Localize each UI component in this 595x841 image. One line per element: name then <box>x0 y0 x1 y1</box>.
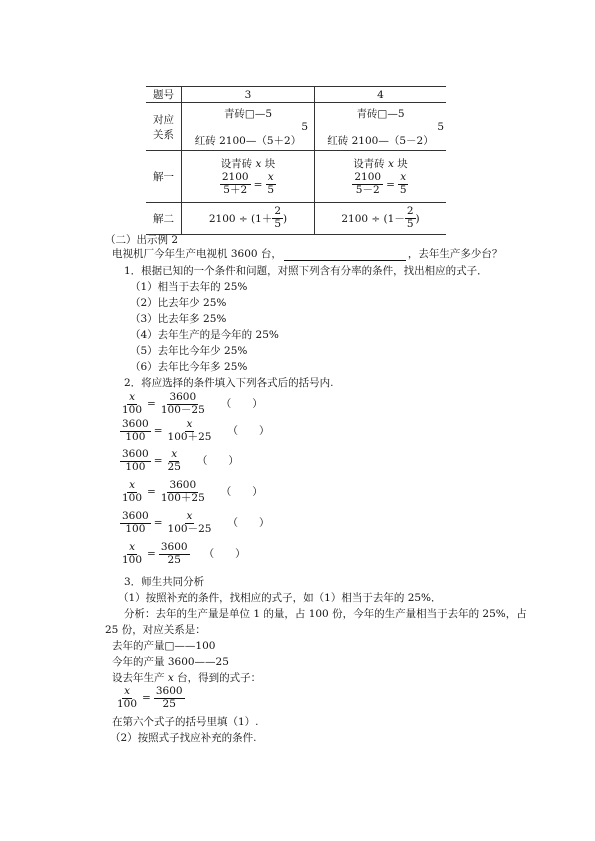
answer-parentheses[interactable]: （ ） <box>203 547 246 560</box>
final-equation: $\frac{x}{100}$ = $\frac{3600}{25}$ <box>117 685 183 710</box>
item1-option: （5）去年比今年少 25% <box>130 345 248 357</box>
item1-option: （6）去年比今年多 25% <box>130 361 248 373</box>
solution1-col2: 设青砖 x 块 $\frac{2100}{5-2}$ = $\frac{x}{5}$ <box>315 151 447 203</box>
answer-parentheses[interactable]: （ ） <box>227 424 270 437</box>
problem-statement: 电视机厂今年生产电视机 3600 台， ，去年生产多少台？ <box>112 248 503 260</box>
table-header-col1: 3 <box>182 87 315 103</box>
setup-line: 设去年生产 x 台，得到的式子： <box>112 672 262 684</box>
equation: $\frac{x}{100}$ = $\frac{3600}{25}$ （ ） <box>122 541 246 566</box>
solution2-label: 解二 <box>146 203 182 235</box>
analysis-text: 分析：去年的生产量是单位 1 的量，占 100 份，今年的生产量相当于去年的 25%，占 <box>124 608 527 620</box>
analysis-text: 25 份，对应关系是： <box>105 624 206 636</box>
solution1-label: 解一 <box>146 151 182 203</box>
item1-option: （2）比去年少 25% <box>130 297 227 309</box>
solution2-col2: 2100 ÷ (1－ $\frac{2}{5}$ ) <box>315 203 447 235</box>
item3-title: 3．师生共同分析 <box>124 576 205 588</box>
table-header-label: 题号 <box>146 87 182 103</box>
answer-parentheses[interactable]: （ ） <box>196 454 239 467</box>
equation: $\frac{3600}{100}$ = $\frac{x}{25}$ （ ） <box>122 448 239 473</box>
answer-parentheses[interactable]: （ ） <box>220 397 263 410</box>
table-header-row <box>146 87 446 103</box>
table-header-col2: 4 <box>315 87 447 103</box>
relation-line: 去年的产量□——100 <box>112 640 216 652</box>
item1-title: 1．根据已知的一个条件和问题，对照下列含有分率的条件，找出相应的式子． <box>124 265 488 277</box>
item3-paragraph: （2）按照式子找应补充的条件. <box>110 732 257 744</box>
equation: $\frac{x}{100}$ = $\frac{3600}{100-25}$ （ ） <box>122 391 263 416</box>
solution2-col1: 2100 ÷ (1＋ $\frac{2}{5}$ ) <box>182 203 315 235</box>
equation: $\frac{3600}{100}$ = $\frac{x}{100+25}$ （ ） <box>122 418 270 443</box>
item1-option: （1）相当于去年的 25% <box>130 281 248 293</box>
fill-instruction: 在第六个式子的括号里填（1）. <box>112 716 259 728</box>
section-title: （二）出示例 2 <box>105 234 179 246</box>
item1-option: （4）去年生产的是今年的 25% <box>130 329 279 341</box>
answer-parentheses[interactable]: （ ） <box>227 516 270 529</box>
equation: $\frac{3600}{100}$ = $\frac{x}{100-25}$ （ ） <box>122 510 270 535</box>
relation-col1: 青砖□—5 5 红砖 2100—（5＋2） <box>182 103 315 151</box>
item1-option: （3）比去年多 25% <box>130 313 227 325</box>
relation-col2: 青砖□—5 5 红砖 2100—（5－2） <box>315 103 447 151</box>
relation-label: 对应 关系 <box>146 103 182 151</box>
problem-blank <box>284 250 406 261</box>
item2-title: 2．将应选择的条件填入下列各式后的括号内. <box>124 377 334 389</box>
solution1-col1: 设青砖 x 块 $\frac{2100}{5+2}$ = $\frac{x}{5}$ <box>182 151 315 203</box>
relation-line: 今年的产量 3600——25 <box>112 656 229 668</box>
equation: $\frac{x}{100}$ = $\frac{3600}{100+25}$ （ ） <box>122 479 263 504</box>
comparison-table <box>146 86 446 235</box>
table-row-solution2 <box>146 203 446 235</box>
table-row-relation <box>146 103 446 151</box>
answer-parentheses[interactable]: （ ） <box>220 485 263 498</box>
table-row-solution1 <box>146 151 446 203</box>
item3-paragraph: （1）按照补充的条件，找相应的式子，如（1）相当于去年的 25%． <box>118 592 442 604</box>
